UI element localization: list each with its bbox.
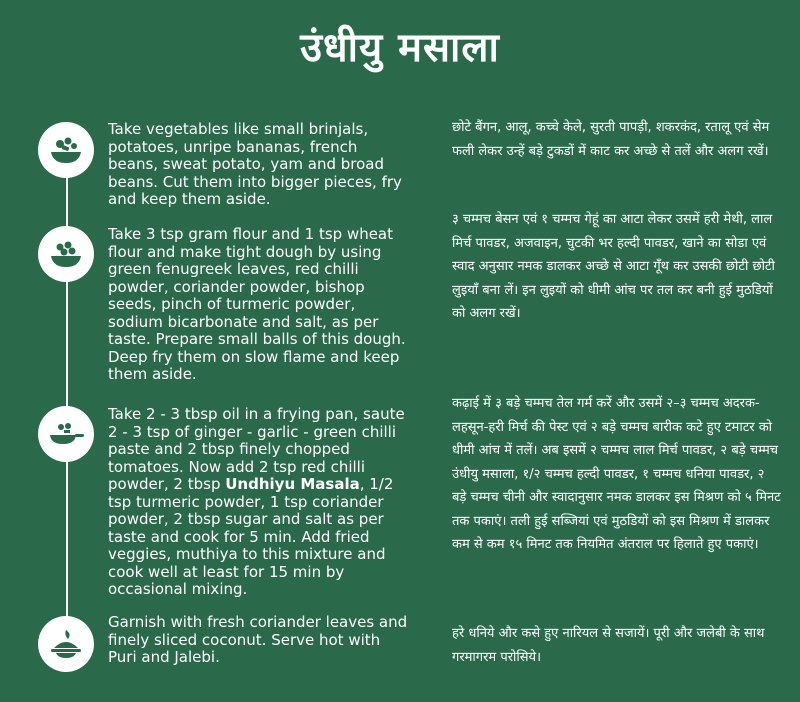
step-3-hindi: कढ़ाई में ३ बड़े चम्मच तेल गर्म करें और उसमें २–३ चम्मच अदरक-लहसून-हरी मिर्च की पेस्ट एवं २ बड़े चम्मच बारीक कटे हुए टमाटर को धीमी आंच में तलें। अब इसमें २ चम्मच लाल मिर्च पावडर, २ बड़े चम्मच उंधीयु मसाला, १/२ चम्मच हल्दी पावडर, १ चम्मच धनिया पावडर, २ बड़े चम्मच चीनी और स्वादानुसार नमक डालकर इस मिश्रण को ५ मिनट तक पकाएं। तली हुई सब्जियां एवं मुठडियों को इस मिश्रण में डालकर कम से कम १५ मिनट तक नियमित अंतराल पर हिलाते हुए पकाएं। <box>452 396 781 552</box>
dough-balls-bowl-icon <box>38 226 94 282</box>
vegetables-bowl-icon <box>38 122 94 178</box>
serving-dish-icon <box>38 616 94 672</box>
step-1-english: Take vegetables like small brinjals, potatoes, unripe bananas, french beans, sweat potato, yam and broad beans. Cut them into bigger pieces, fry and keep them aside. <box>108 120 402 208</box>
step-3-english-part2: , 1/2 tsp turmeric powder, 1 tsp coriander powder, 2 tbsp sugar and salt as per taste and cook for 5 min. Add fried veggies, muthiya to this mixture and cook well at least for 15 min by occasional mixing. <box>108 475 394 598</box>
page-title: उंधीयु मसाला <box>300 25 500 71</box>
step-3-english-product: Undhiyu Masala <box>225 475 360 493</box>
timeline-line <box>66 150 68 640</box>
step-3-english <box>108 406 408 599</box>
step-4-hindi: हरे धनिये और कसे हुए नारियल से सजायें। पूरी और जलेबी के साथ गरमागरम परोसिये। <box>452 626 765 665</box>
step-3-english-part1: Take 2 - 3 tbsp oil in a frying pan, saute 2 - 3 tsp of ginger - garlic - green chilli paste and 2 tbsp finely chopped tomatoes. Now add 2 tsp red chilli powder, 2 tbsp <box>108 405 405 493</box>
step-1-hindi: छोटे बैंगन, आलू, कच्चे केले, सुरती पापड़ी, शकरकंद, रतालू एवं सेम फली लेकर उन्हें बड़े टुकडों में काट कर अच्छे से तलें और अलग रखें। <box>452 120 770 159</box>
frying-pan-icon <box>38 406 94 462</box>
step-2-english: Take 3 tsp gram flour and 1 tsp wheat flour and make tight dough by using green fenugreek leaves, red chilli powder, coriander powder, bishop seeds, pinch of turmeric powder, sodium bicarbonate and salt, as per taste. Prepare small balls of this dough. Deep fry them on slow flame and keep them aside. <box>108 225 406 383</box>
step-4-english: Garnish with fresh coriander leaves and finely sliced coconut. Serve hot with Puri and Jalebi. <box>108 613 408 666</box>
step-2-hindi: ३ चम्मच बेसन एवं १ चम्मच गेहूं का आटा लेकर उसमें हरी मेथी, लाल मिर्च पावडर, अजवाइन, चुटकी भर हल्दी पावडर, खाने का सोडा एवं स्वाद अनुसार नमक डालकर अच्छे से आटा गूँथ कर उसकी छोटी छोटी लुइयाँ बना लें। इन लुइयों को धीमी आंच पर तल कर बनी हुई मुठडियों को अलग रखें। <box>452 212 775 321</box>
